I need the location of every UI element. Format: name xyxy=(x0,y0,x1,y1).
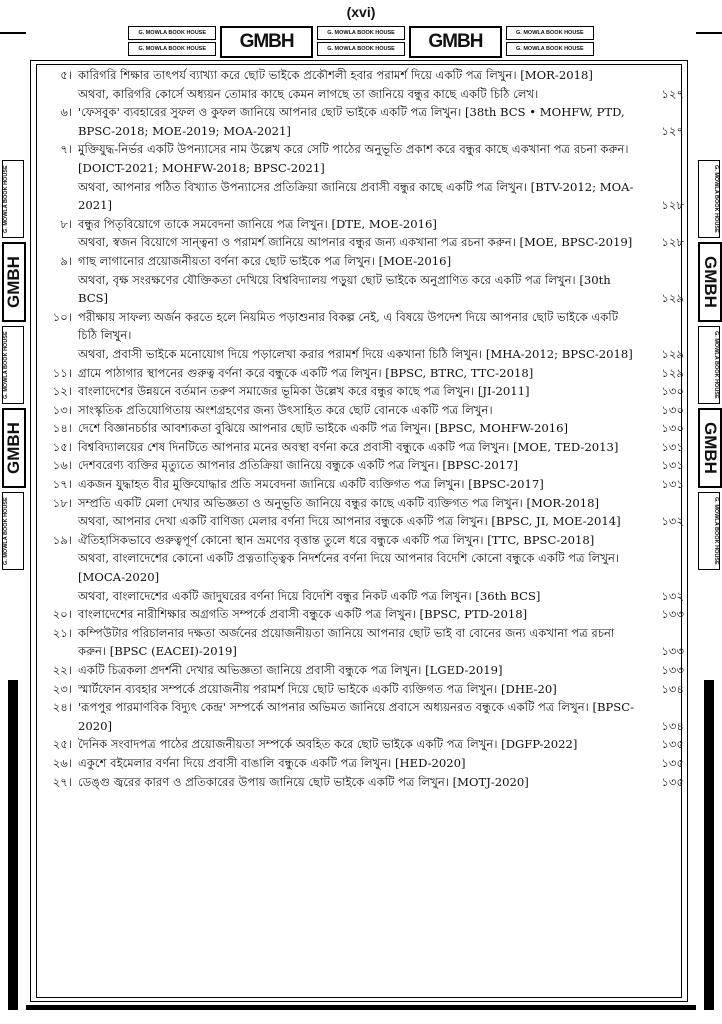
entry-title: সাংস্কৃতিক প্রতিযোগিতায় অংশগ্রহণের জন্য উৎসাহিত করে ছোট বোনকে একটি পত্র লিখুন। xyxy=(78,402,493,417)
entry-title: একুশে বইমেলার বর্ণনা দিয়ে প্রবাসী বাঙালি বন্ধুকে একটি পত্র লিখুন। [HED-2020] xyxy=(78,755,466,770)
entry-page-number: ১২৯ xyxy=(661,291,684,306)
entry-number: ১২। xyxy=(52,384,72,399)
publisher-logo: GMBH xyxy=(409,26,501,58)
entry-page-number: ১২৭ xyxy=(661,86,684,101)
entry-text xyxy=(78,103,640,140)
entry-title: 'রূপপুর পারমাণবিক বিদ্যুৎ কেন্দ্র' সম্পর্কে আপনার অভিমত জানিয়ে প্রবাসে অধ্যয়নরত বন্ধুকে একটি পত্র লিখুন। [BPSC-2020] xyxy=(78,700,635,733)
entry-title: গ্রামে পাঠাগার স্থাপনের গুরুত্ব বর্ণনা করে বন্ধুকে একটি পত্র লিখুন। [BPSC, BTRC, TTC-2018] xyxy=(78,365,534,380)
entry-title: গাছ লাগানোর প্রয়োজনীয়তা বর্ণনা করে ছোট ভাইকে পত্র লিখুন। [MOE-2016] xyxy=(78,253,452,268)
entry-number: ২৫। xyxy=(52,737,72,752)
entry-page-number: ১২৮ xyxy=(661,235,684,250)
toc-entry[interactable] xyxy=(44,773,684,792)
entry-text xyxy=(78,215,640,252)
entry-number: ১৮। xyxy=(52,495,72,510)
entry-page-number: ১৩১ xyxy=(661,477,684,492)
entry-number: ১১। xyxy=(52,365,72,380)
toc-entry[interactable] xyxy=(44,252,684,308)
entry-page-number: ১৩৩ xyxy=(661,663,684,677)
entry-text xyxy=(78,624,640,661)
decor-bar xyxy=(0,32,26,34)
entry-title: মুক্তিযুদ্ধ-নির্ভর একটি উপন্যাসের নাম উল্লেখ করে সেটি পাঠের অনুভূতি প্রকাশ করে বন্ধুর কাছে একখানা পত্র রচনা করুন। [DOICT-2021; MOHFW-2018; BPSC-2021] xyxy=(78,142,629,175)
entry-number: ৫। xyxy=(60,68,72,82)
entry-alternate: অথবা, প্রবাসী ভাইকে মনোযোগ দিয়ে পড়ালেখা করার পরামর্শ দিয়ে একখানা চিঠি লিখুন। [MHA-2012; BPSC-2018] xyxy=(78,346,633,361)
decor-bar xyxy=(8,680,18,1010)
publisher-tag: G. MOWLA BOOK HOUSE xyxy=(698,326,720,404)
publisher-tag: G. MOWLA BOOK HOUSE xyxy=(2,492,24,570)
publisher-tag-stack xyxy=(128,26,216,56)
publisher-logo: GMBH xyxy=(2,408,26,488)
toc-entry[interactable] xyxy=(44,401,684,420)
entry-number: ১০। xyxy=(52,309,72,324)
toc-entry[interactable] xyxy=(44,456,684,475)
entry-alternate: অথবা, আপনার দেখা একটি বাণিজ্য মেলার বর্ণনা দিয়ে আপনার বন্ধুকে একটি পত্র লিখুন। [BPSC, JI, MOE-2014] xyxy=(78,514,621,529)
entry-title: বিশ্ববিদ্যালয়ের শেষ দিনটিতে আপনার মনের অবস্থা বর্ণনা করে প্রবাসী বন্ধুকে একটি পত্র লিখুন। [MOE, TED-2013] xyxy=(78,439,619,454)
entry-text xyxy=(78,401,640,420)
entry-title: কারিগরি শিক্ষার তাৎপর্য ব্যাখ্যা করে ছোট ভাইকে প্রকৌশলী হবার পরামর্শ দিয়ে একটি পত্র লিখুন। [MOR-2018] xyxy=(78,68,593,82)
entry-title: দৈনিক সংবাদপত্র পাঠের প্রয়োজনীয়তা সম্পর্কে অবহিত করে ছোট ভাইকে একটি পত্র লিখুন। [DGFP-2022] xyxy=(78,737,578,752)
entry-title: কম্পিউটার পরিচালনার দক্ষতা অর্জনের প্রয়োজনীয়তা জানিয়ে আপনার ছোট ভাই বা বোনের জন্য একখানা পত্র রচনা করুন। [BPSC (EACEI)-2019] xyxy=(78,625,615,659)
entry-number: ২৭। xyxy=(52,774,72,789)
entry-number: ২১। xyxy=(52,625,72,640)
table-of-contents xyxy=(44,66,684,791)
entry-title: বন্ধুর পিতৃবিয়োগে তাকে সমবেদনা জানিয়ে পত্র লিখুন। [DTE, MOE-2016] xyxy=(78,216,437,231)
toc-entry[interactable] xyxy=(44,308,684,364)
entry-text xyxy=(78,475,640,494)
entry-page-number: ১৩০ xyxy=(661,384,684,399)
entry-alternate: অথবা, বাংলাদেশের একটি জাদুঘরের বর্ণনা দিয়ে বিদেশি বন্ধুর নিকট একটি পত্র লিখুন। [36th BCS] xyxy=(78,588,541,603)
entry-title: স্মার্টফোন ব্যবহার সম্পর্কে প্রয়োজনীয় পরামর্শ দিয়ে ছোট ভাইকে একটি ব্যক্তিগত পত্র লিখুন। [DHE-20] xyxy=(78,681,557,696)
entry-page-number: ১৩০ xyxy=(661,402,684,417)
toc-entry[interactable] xyxy=(44,364,684,383)
right-branding-strip xyxy=(698,160,720,570)
entry-text xyxy=(78,773,640,792)
entry-page-number: ১৩৫ xyxy=(661,774,684,789)
entry-number: ২৪। xyxy=(52,700,72,715)
entry-number: ২০। xyxy=(52,607,72,622)
publisher-tag: G. MOWLA BOOK HOUSE xyxy=(2,326,24,404)
entry-alternate: অথবা, বৃক্ষ সংরক্ষণের যৌক্তিকতা দেখিয়ে বিশ্ববিদ্যালয় পড়ুয়া ছোট ভাইকে অনুপ্রাণিত করে একটি পত্র লিখুন। [30th BCS] xyxy=(78,272,611,306)
toc-entry[interactable] xyxy=(44,661,684,680)
entry-alternate: অথবা, আপনার পঠিত বিখ্যাত উপন্যাসের প্রতিক্রিয়া জানিয়ে প্রবাসী বন্ধুর কাছে একটি পত্র লিখুন। [BTV-2012; MOA-2021] xyxy=(78,179,634,213)
entry-page-number: ১৩২ xyxy=(661,514,684,529)
entry-title: সম্প্রতি একটি মেলা দেখার অভিজ্ঞতা ও অনুভূতি জানিয়ে বন্ধুর কাছে একটি ব্যক্তিগত পত্র লিখুন। [MOR-2018] xyxy=(78,495,600,510)
entry-number: ১৫। xyxy=(52,439,72,454)
entry-title: ঐতিহাসিকভাবে গুরুত্বপূর্ণ কোনো স্থান ভ্রমণের বৃত্তান্ত তুলে ধরে বন্ধুকে একটি পত্র লিখুন। [TTC, BPSC-2018] xyxy=(78,532,595,547)
entry-alternate: অথবা, কারিগরি কোর্সে অধ্যয়ন তোমার কাছে কেমন লাগছে তা জানিয়ে বন্ধুর কাছে একটি চিঠি লেখ। xyxy=(78,86,539,101)
publisher-logo: GMBH xyxy=(698,242,722,322)
entry-text xyxy=(78,735,640,754)
entry-number: ৮। xyxy=(60,216,72,231)
entry-title: দেশবরেণ্য ব্যক্তির মৃত্যুতে আপনার প্রতিক্রিয়া জানিয়ে বন্ধুকে একটি পত্র লিখুন। [BPSC-2017] xyxy=(78,458,518,473)
toc-entry[interactable] xyxy=(44,531,684,605)
toc-entry[interactable] xyxy=(44,605,684,624)
entry-title: দেশে বিজ্ঞানচর্চার আবশ্যকতা বুঝিয়ে আপনার ছোট ভাইকে একটি পত্র লিখুন। [BPSC, MOHFW-2016] xyxy=(78,421,568,436)
publisher-logo: GMBH xyxy=(698,408,722,488)
publisher-tag-stack xyxy=(317,26,405,56)
entry-text xyxy=(78,252,640,308)
entry-text xyxy=(78,494,640,531)
entry-page-number: ১৩১ xyxy=(661,439,684,454)
entry-page-number: ১২৮ xyxy=(661,198,684,213)
publisher-tag: G. MOWLA BOOK HOUSE xyxy=(698,492,720,570)
entry-page-number: ১৩৪ xyxy=(661,718,684,733)
entry-page-number: ১৩৫ xyxy=(661,755,684,770)
entry-text xyxy=(78,698,640,735)
entry-text xyxy=(78,661,640,680)
publisher-logo: GMBH xyxy=(220,26,312,58)
publisher-tag: G. MOWLA BOOK HOUSE xyxy=(698,160,720,238)
entry-page-number: ১২৯ xyxy=(661,365,684,380)
entry-text xyxy=(78,754,640,773)
publisher-tag: G. MOWLA BOOK HOUSE xyxy=(2,160,24,238)
entry-number: ১৬। xyxy=(52,458,72,473)
entry-number: ২২। xyxy=(52,663,72,677)
entry-title: পরীক্ষায় সাফল্য অর্জন করতে হলে নিয়মিত পড়াশুনার বিকল্প নেই, এ বিষয়ে উপদেশ দিয়ে আপনার ছোট ভাইকে একটি চিঠি লিখুন। xyxy=(78,309,619,343)
entry-number: ১৭। xyxy=(52,477,72,492)
publisher-logo: GMBH xyxy=(2,242,26,322)
toc-entry[interactable] xyxy=(44,382,684,401)
toc-entry[interactable] xyxy=(44,140,684,214)
entry-text xyxy=(78,605,640,624)
entry-number: ১৯। xyxy=(52,532,72,547)
publisher-tag-stack xyxy=(506,26,594,56)
entry-number: ২৬। xyxy=(52,755,72,770)
entry-text xyxy=(78,66,640,103)
toc-entry[interactable] xyxy=(44,754,684,773)
entry-page-number: ১৩২ xyxy=(661,588,684,603)
toc-entry[interactable] xyxy=(44,624,684,661)
entry-page-number: ১২৯ xyxy=(661,346,684,361)
decor-bar xyxy=(704,680,714,1010)
entry-title: একজন যুদ্ধাহত বীর মুক্তিযোদ্ধার প্রতি সমবেদনা জানিয়ে একটি ব্যক্তিগত পত্র লিখুন। [BPSC-2017] xyxy=(78,477,544,492)
publisher-tag: G. MOWLA BOOK HOUSE xyxy=(128,26,216,40)
decor-bar xyxy=(696,32,722,34)
entry-page-number: ১২৭ xyxy=(661,123,684,138)
toc-entry[interactable] xyxy=(44,475,684,494)
entry-title: ডেঙ্গু জ্বরের কারণ ও প্রতিকারের উপায় জানিয়ে ছোট ভাইকে একটি পত্র লিখুন। [MOTJ-2020] xyxy=(78,774,529,789)
toc-entry[interactable] xyxy=(44,438,684,457)
entry-number: ১৩। xyxy=(52,402,72,417)
entry-text xyxy=(78,364,640,383)
entry-text xyxy=(78,531,640,605)
toc-entry[interactable] xyxy=(44,698,684,735)
entry-number: ১৪। xyxy=(52,421,72,436)
entry-text xyxy=(78,419,640,438)
entry-number: ৬। xyxy=(60,105,72,120)
publisher-tag: G. MOWLA BOOK HOUSE xyxy=(317,42,405,56)
entry-page-number: ১৩৩ xyxy=(661,607,684,622)
publisher-tag: G. MOWLA BOOK HOUSE xyxy=(317,26,405,40)
toc-entry[interactable] xyxy=(44,66,684,103)
toc-entry[interactable] xyxy=(44,494,684,531)
entry-alternate: অথবা, বাংলাদেশের কোনো একটি প্রত্নতাত্ত্বিক নিদর্শনের বর্ণনা দিয়ে আপনার বিদেশি কোনো বন্ধুকে একটি পত্র লিখুন। [MOCA-2020] xyxy=(78,551,620,585)
entry-title: 'ফেসবুক' ব্যবহারের সুফল ও কুফল জানিয়ে আপনার ছোট ভাইকে একটি পত্র লিখুন। [38th BCS • MOHFW, PTD, BPSC-2018; MOE-2019; MOA-2021] xyxy=(78,105,625,138)
entry-page-number: ১৩০ xyxy=(661,421,684,436)
entry-text xyxy=(78,140,640,214)
decor-bar xyxy=(26,1005,696,1010)
entry-text xyxy=(78,382,640,401)
entry-page-number: ১৩৫ xyxy=(661,737,684,752)
entry-title: একটি চিত্রকলা প্রদর্শনী দেখার অভিজ্ঞতা জানিয়ে প্রবাসী বন্ধুকে পত্র লিখুন। [LGED-2019] xyxy=(78,663,503,677)
entry-text xyxy=(78,308,640,364)
toc-entry[interactable] xyxy=(44,419,684,438)
entry-number: ৭। xyxy=(60,142,72,157)
entry-title: বাংলাদেশের উন্নয়নে বর্তমান তরুণ সমাজের ভূমিকা উল্লেখ করে বন্ধুর কাছে পত্র লিখুন। [JI-2011] xyxy=(78,384,530,399)
publisher-tag: G. MOWLA BOOK HOUSE xyxy=(506,42,594,56)
entry-text xyxy=(78,456,640,475)
entry-number: ৯। xyxy=(60,253,72,268)
publisher-tag: G. MOWLA BOOK HOUSE xyxy=(128,42,216,56)
toc-entry[interactable] xyxy=(44,680,684,699)
page-number: (xvi) xyxy=(346,4,376,20)
entry-page-number: ১৩১ xyxy=(661,458,684,473)
header-branding-band xyxy=(128,26,594,56)
left-branding-strip xyxy=(2,160,24,570)
entry-text xyxy=(78,680,640,699)
entry-page-number: ১৩৪ xyxy=(661,681,684,696)
toc-entry[interactable] xyxy=(44,103,684,140)
entry-alternate: অথবা, স্বজন বিয়োগে সান্ত্বনা ও পরামর্শ জানিয়ে আপনার বন্ধুর জন্য একখানা পত্র রচনা করুন। [MOE, BPSC-2019] xyxy=(78,235,633,250)
entry-number: ২৩। xyxy=(52,681,72,696)
publisher-tag: G. MOWLA BOOK HOUSE xyxy=(506,26,594,40)
toc-entry[interactable] xyxy=(44,735,684,754)
entry-page-number: ১৩৩ xyxy=(661,644,684,659)
toc-entry[interactable] xyxy=(44,215,684,252)
entry-title: বাংলাদেশের নারীশিক্ষার অগ্রগতি সম্পর্কে প্রবাসী বন্ধুকে একটি পত্র লিখুন। [BPSC, PTD-2018] xyxy=(78,607,528,622)
entry-text xyxy=(78,438,640,457)
